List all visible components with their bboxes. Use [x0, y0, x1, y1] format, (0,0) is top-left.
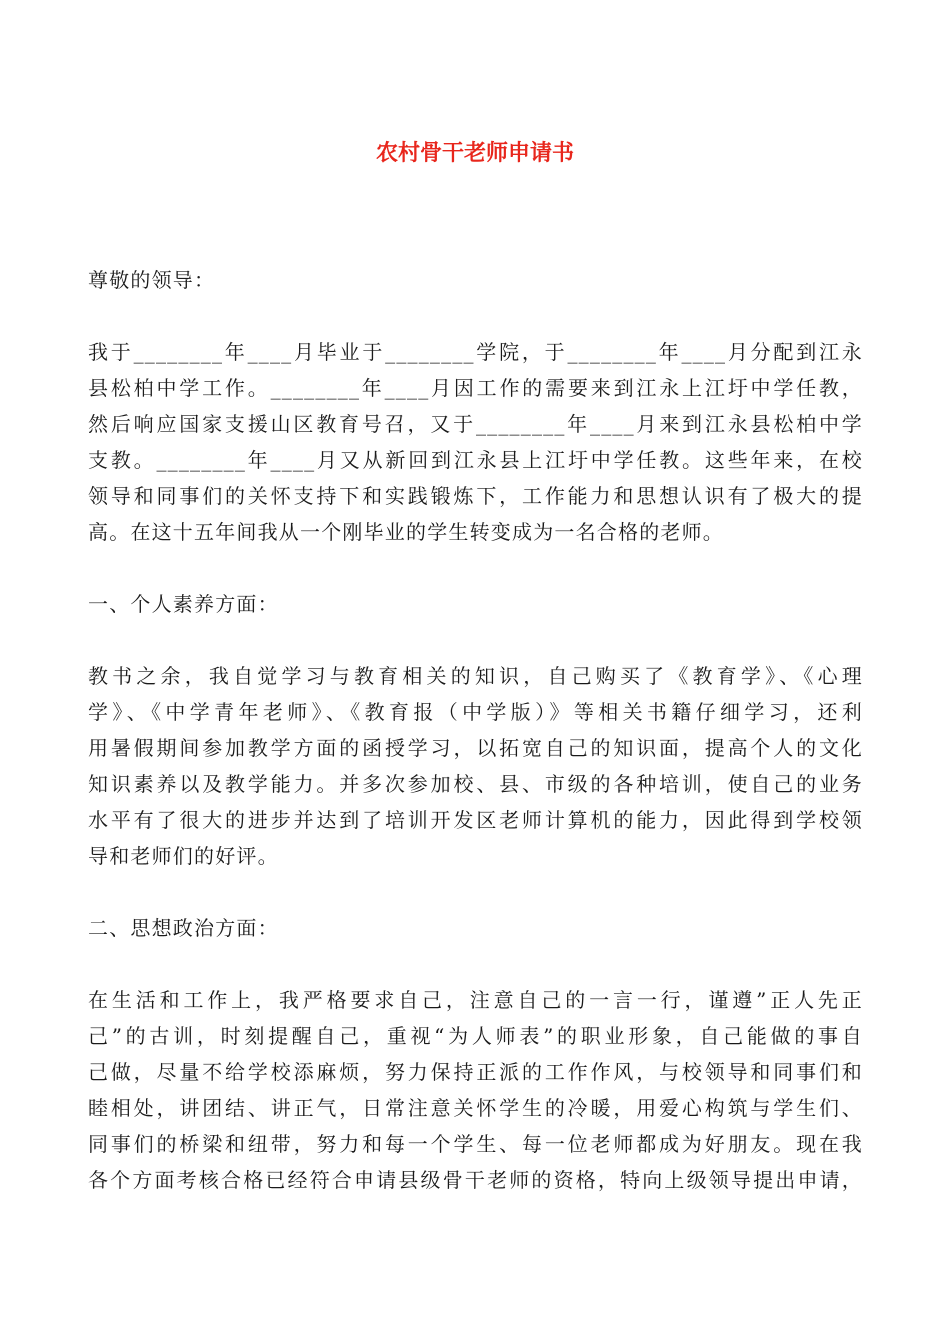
paragraph2-line: 导和老师们的好评。	[88, 844, 279, 868]
paragraph2-line: 知识素养以及教学能力。并多次参加校、县、市级的各种培训，使自己的业务	[88, 772, 863, 796]
paragraph2-line: 用暑假期间参加教学方面的函授学习，以拓宽自己的知识面，提高个人的文化	[88, 736, 863, 760]
paragraph1-line: 我于________年____月毕业于________学院，于________年____月分配到江永	[88, 340, 863, 364]
paragraph1-line: 县松柏中学工作。________年____月因工作的需要来到江永上江圩中学任教，	[88, 376, 863, 400]
paragraph1-line: 高。在这十五年间我从一个刚毕业的学生转变成为一名合格的老师。	[88, 520, 724, 544]
paragraph2-line: 水平有了很大的进步并达到了培训开发区老师计算机的能力，因此得到学校领	[88, 808, 863, 832]
paragraph1-line: 领导和同事们的关怀支持下和实践锻炼下，工作能力和思想认识有了极大的提	[88, 484, 863, 508]
document-title: 农村骨干老师申请书	[375, 141, 574, 166]
salutation: 尊敬的领导：	[88, 268, 216, 292]
paragraph2-line: 学》、《中学青年老师》、《教育报（中学版）》等相关书籍仔细学习，还利	[88, 700, 863, 724]
paragraph3-line: 己”的古训，时刻提醒自己，重视“为人师表”的职业形象，自己能做的事自	[88, 1024, 863, 1048]
section-heading-2: 二、思想政治方面：	[88, 916, 279, 940]
paragraph3-line: 己做，尽量不给学校添麻烦，努力保持正派的工作作风，与校领导和同事们和	[88, 1060, 863, 1084]
paragraph1-line: 然后响应国家支援山区教育号召，又于________年____月来到江永县松柏中学	[88, 412, 863, 436]
paragraph3-line: 同事们的桥梁和纽带，努力和每一个学生、每一位老师都成为好朋友。现在我	[88, 1132, 863, 1156]
paragraph3-line: 在生活和工作上，我严格要求自己，注意自己的一言一行，谨遵”正人先正	[88, 988, 863, 1012]
paragraph3-line: 各个方面考核合格已经符合申请县级骨干老师的资格，特向上级领导提出申请，	[88, 1168, 863, 1192]
section-heading-1: 一、个人素养方面：	[88, 592, 279, 616]
paragraph3-line: 睦相处，讲团结、讲正气，日常注意关怀学生的冷暖，用爱心构筑与学生们、	[88, 1096, 863, 1120]
paragraph1-line: 支教。________年____月又从新回到江永县上江圩中学任教。这些年来，在校	[88, 448, 863, 472]
paragraph2-line: 教书之余，我自觉学习与教育相关的知识，自己购买了《教育学》、《心理	[88, 664, 863, 688]
